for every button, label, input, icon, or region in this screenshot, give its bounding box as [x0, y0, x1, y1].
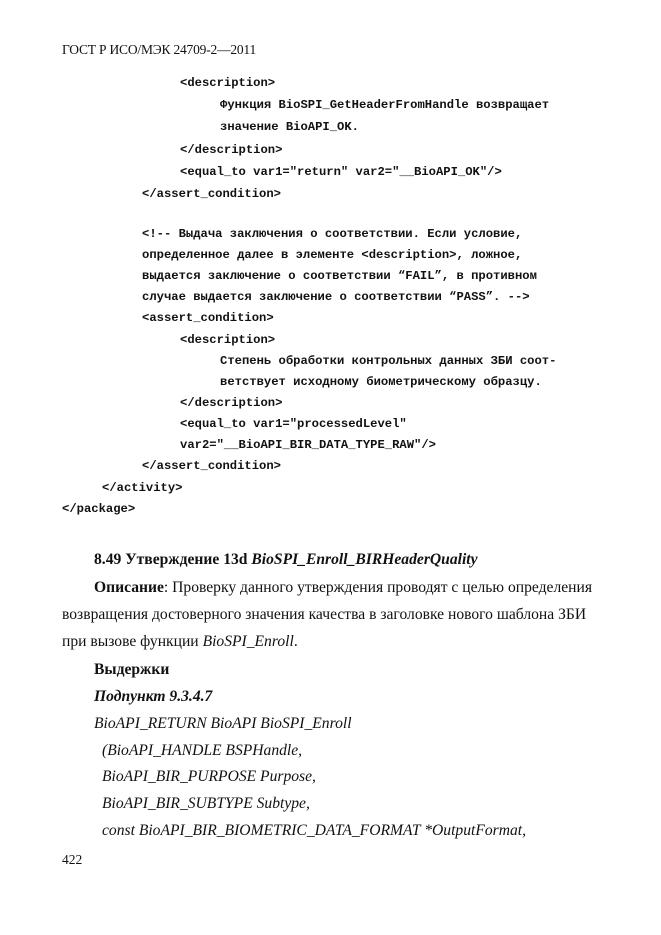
excerpts-label: Выдержки — [94, 661, 170, 678]
code-line: </assert_condition> — [142, 459, 281, 473]
code-line: <description> — [180, 76, 276, 90]
section-heading-function-name: BioSPI_Enroll_BIRHeaderQuality — [251, 551, 478, 568]
description-label: Описание — [94, 579, 164, 596]
code-line: <description> — [180, 333, 276, 347]
description-paragraph-line1: Описание: Проверку данного утверждения проводят с целью определения — [94, 579, 593, 596]
description-paragraph-line2: возвращения достоверного значения качества в заголовке нового шаблона ЗБИ — [62, 606, 587, 623]
description-paragraph-line3: при вызове функции BioSPI_Enroll. — [62, 633, 298, 650]
code-line: </package> — [62, 502, 136, 516]
code-line: </description> — [180, 143, 283, 157]
code-line: ветствует исходному биометрическому образцу. — [220, 375, 542, 389]
code-comment-line: определенное далее в элементе <description>, ложное, — [142, 248, 523, 262]
code-line: </activity> — [102, 481, 183, 495]
code-line: <equal_to var1="return" var2="__BioAPI_OK"/> — [180, 165, 502, 179]
signature-line: BioAPI_RETURN BioAPI BioSPI_Enroll — [94, 715, 352, 732]
code-comment-line: случае выдается заключение о соответствии “PASS”. --> — [142, 290, 530, 304]
subclause-label: Подпункт 9.3.4.7 — [94, 688, 213, 705]
code-line: <equal_to var1="processedLevel" — [180, 417, 407, 431]
page-header-standard-id: ГОСТ Р ИСО/МЭК 24709-2—2011 — [62, 42, 257, 57]
code-line: var2="__BioAPI_BIR_DATA_TYPE_RAW"/> — [180, 438, 436, 452]
code-line: </description> — [180, 396, 283, 410]
code-line: Степень обработки контрольных данных ЗБИ соот- — [220, 354, 557, 368]
signature-line: (BioAPI_HANDLE BSPHandle, — [102, 742, 303, 759]
code-comment-line: <!-- Выдача заключения о соответствии. Если условие, — [142, 227, 523, 241]
code-comment-line: выдается заключение о соответствии “FAIL”, в противном — [142, 269, 537, 283]
section-heading: 8.49 Утверждение 13d BioSPI_Enroll_BIRHeaderQuality — [94, 551, 478, 568]
signature-line: BioAPI_BIR_SUBTYPE Subtype, — [102, 795, 310, 812]
code-line: значение BioAPI_OK. — [220, 120, 359, 134]
signature-line: const BioAPI_BIR_BIOMETRIC_DATA_FORMAT *OutputFormat, — [102, 822, 527, 839]
code-line: Функция BioSPI_GetHeaderFromHandle возвращает — [220, 98, 550, 112]
signature-line: BioAPI_BIR_PURPOSE Purpose, — [102, 768, 316, 785]
page-number: 422 — [62, 852, 83, 867]
code-line: </assert_condition> — [142, 187, 281, 201]
code-line: <assert_condition> — [142, 311, 274, 325]
